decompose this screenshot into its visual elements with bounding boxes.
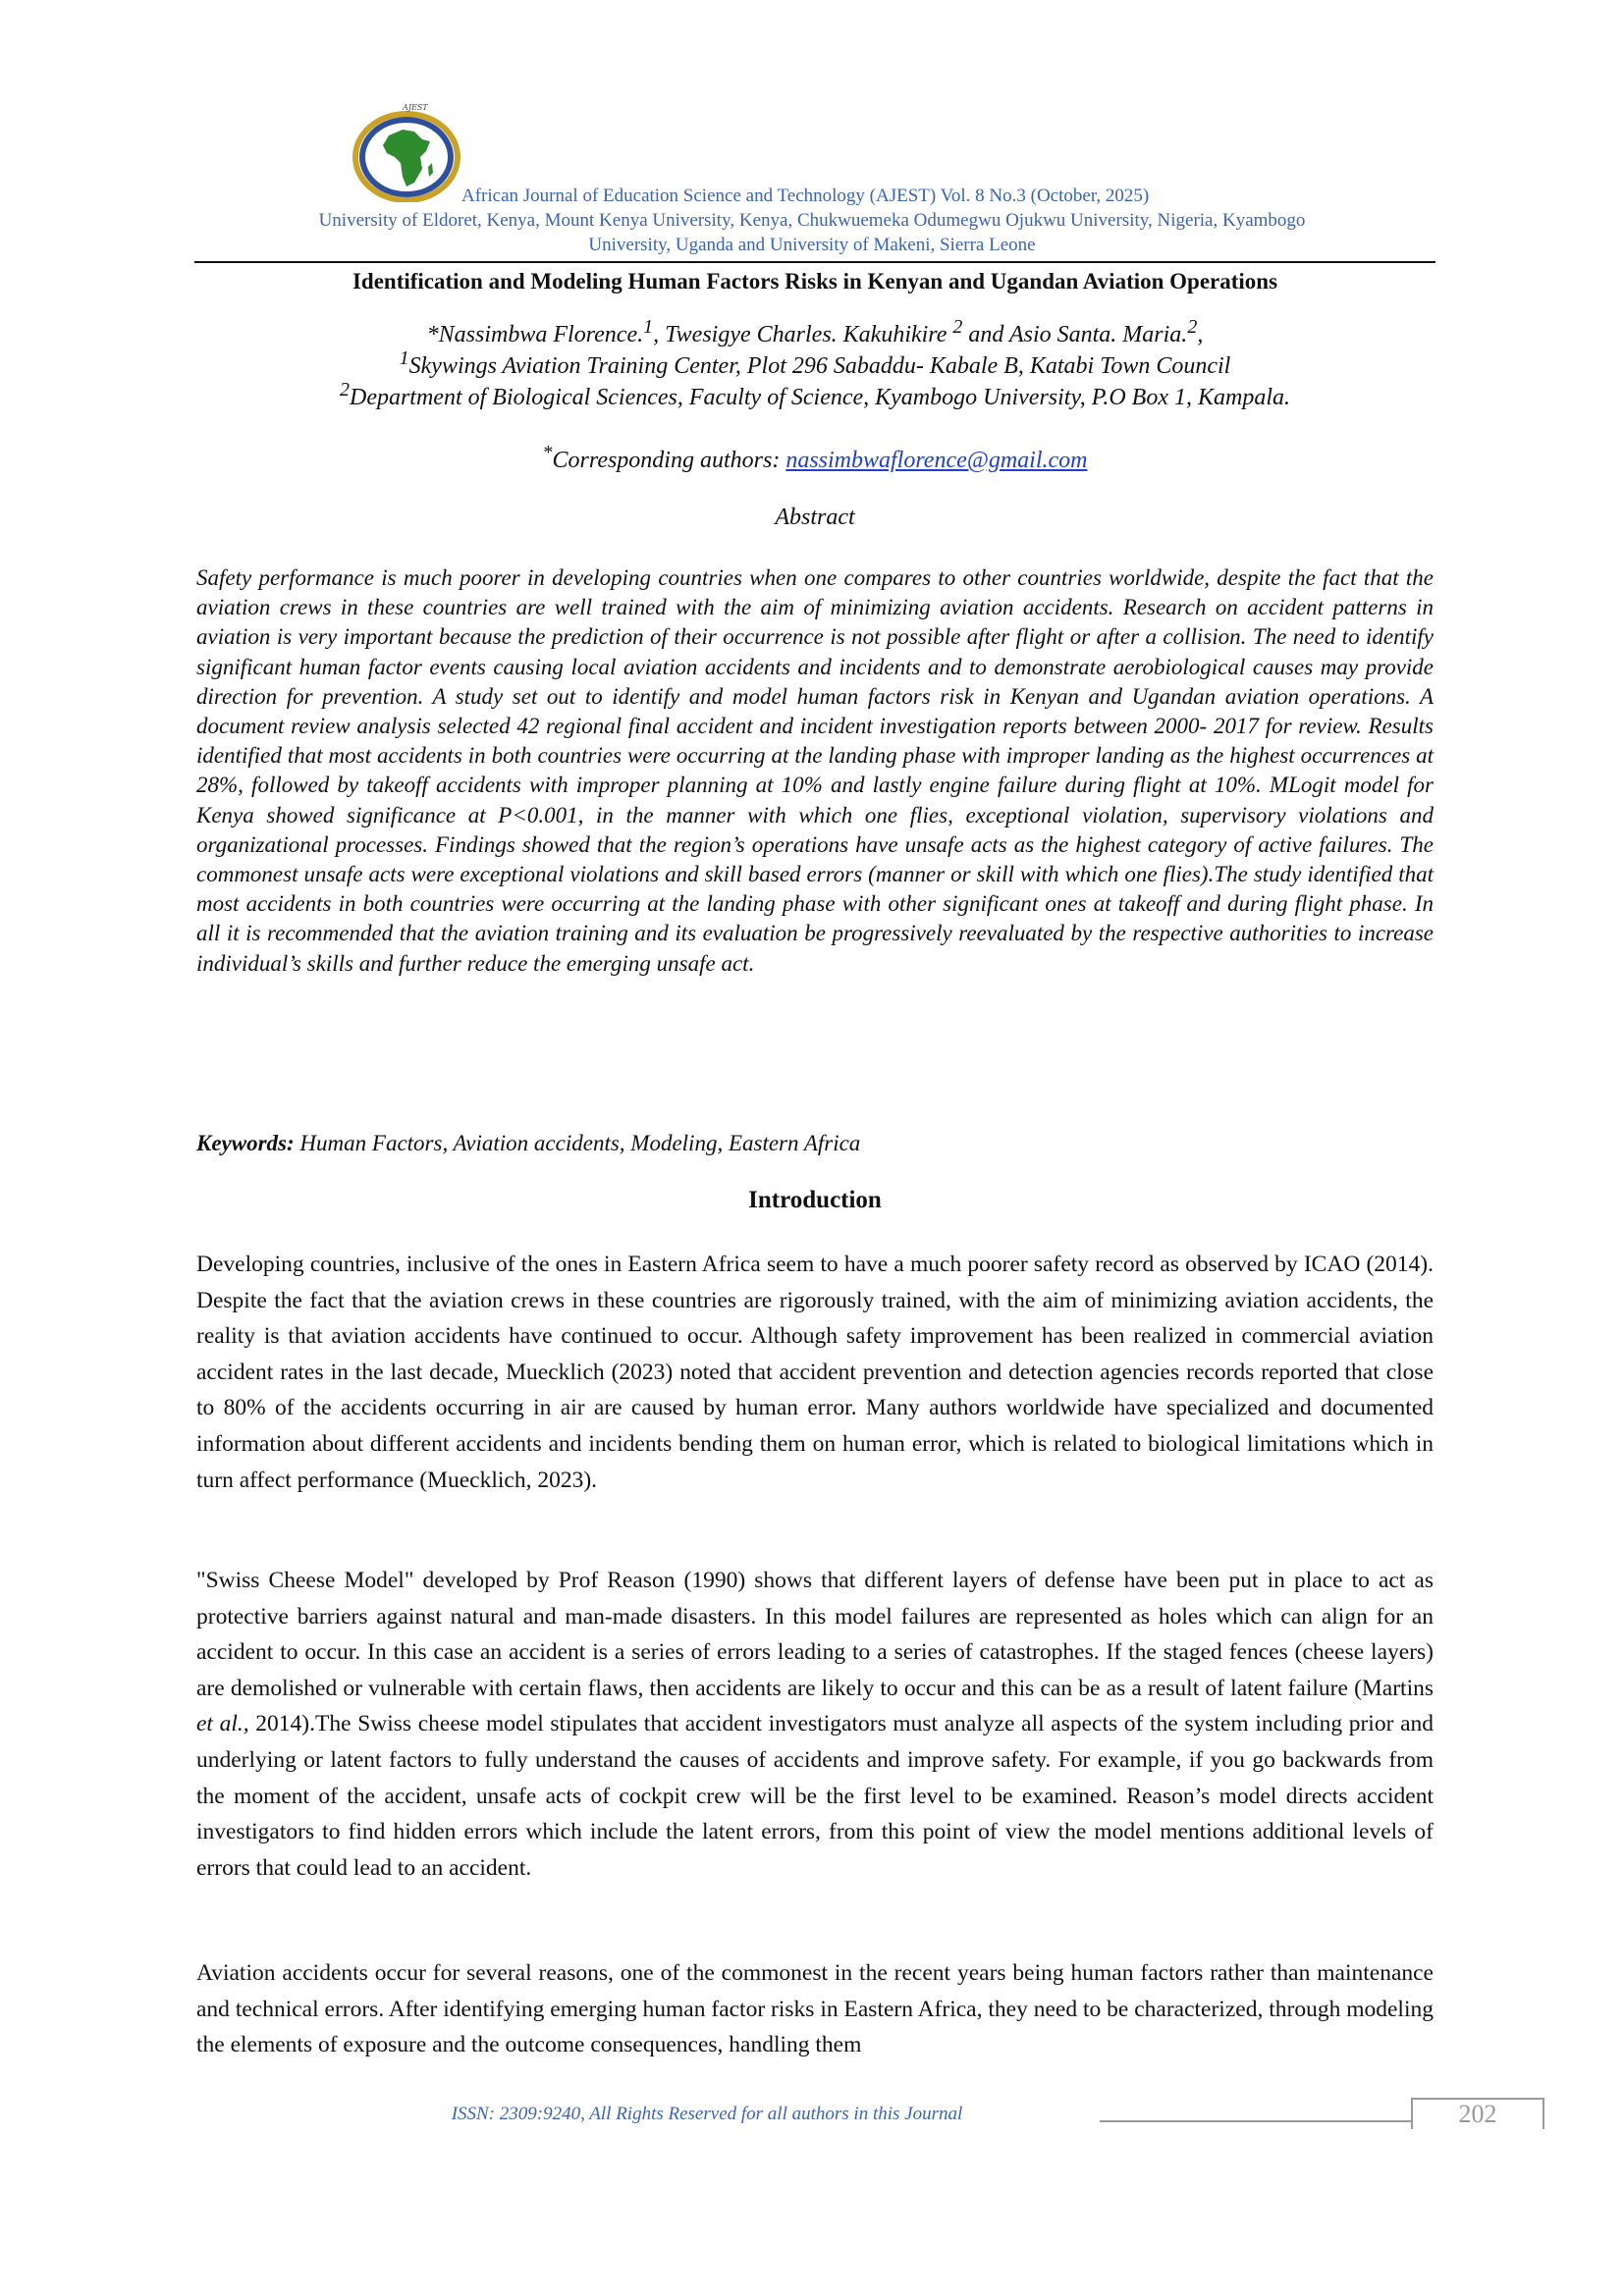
author-tail: , bbox=[1197, 322, 1204, 347]
africa-map-icon bbox=[383, 130, 430, 187]
abstract-text: Safety performance is much poorer in developing countries when one compares to other countries worldwide, despite the fact that the aviation crews in these countries are well trained with the aim of minimizing aviation accidents. Research on accident patterns in aviation is very important because the prediction of their occurrence is not possible after flight or after a collision. The need to identify significant human factor events causing local aviation accidents and incidents and to demonstrate aerobiological causes may provide direction for prevention. A study set out to identify and model human factors risk in Kenyan and Ugandan aviation operations. A document review analysis selected 42 regional final accident and incident investigation reports between 2000- 2017 for review. Results identified that most accidents in both countries were occurring at the landing phase with improper landing as the highest occurrences at 28%, followed by takeoff accidents with improper planning at 10% and lastly engine failure during flight at 10%. MLogit model for Kenya showed significance at P<0.001, in the manner with which one flies, exceptional violation, supervisory violations and organizational processes. Findings showed that the region’s operations have unsafe acts as the highest category of active failures. The commonest unsafe acts were exceptional violations and skill based errors (manner or skill with which one flies).The study identified that most accidents in both countries were occurring at the landing phase with other significant ones at takeoff and during flight phase. In all it is recommended that the aviation training and its evaluation be progressively reevaluated by the respective authorities to increase individual’s skills and further reduce the emerging unsafe act. bbox=[196, 565, 1434, 976]
intro-paragraph-3: Aviation accidents occur for several reasons, one of the commonest in the recent years being human factors rather than maintenance and technical errors. After identifying emerging human factor risks in Eastern Africa, they need to be characterized, through modeling the elements of exposure and the outcome consequences, handling them bbox=[196, 1960, 1434, 2058]
journal-line: African Journal of Education Science and Technology (AJEST) Vol. 8 No.3 (October, 2025) bbox=[461, 186, 1150, 206]
author-3-sup: 2 bbox=[1187, 316, 1198, 338]
affiliation-1-sup: 1 bbox=[399, 347, 409, 369]
intro-p2-part-a: "Swiss Cheese Model" developed by Prof Reason (1990) shows that different layers of defense have been put in place to act as protective barriers against natural and man-made disasters. In this model failures are represented as holes which can align for an accident to occur. In this case an accident is a series of errors leading to a series of catastrophes. If the staged fences (cheese layers) are demolished or vulnerable with certain flaws, then accidents are likely to occur and this can be as a result of latent failure (Martins bbox=[196, 1568, 1434, 1701]
page-number: 202 bbox=[1411, 2098, 1544, 2129]
author-1: *Nassimbwa Florence. bbox=[426, 322, 644, 347]
keywords bbox=[196, 1129, 1434, 1158]
abstract-heading: Abstract bbox=[775, 505, 855, 530]
header-rule bbox=[194, 261, 1435, 263]
intro-p2-etal: et al., bbox=[196, 1711, 249, 1737]
affiliation-1-text: Skywings Aviation Training Center, Plot 296 Sabaddu- Kabale B, Katabi Town Council bbox=[408, 353, 1231, 379]
universities-line-2: University, Uganda and University of Makeni, Sierra Leone bbox=[588, 235, 1036, 255]
intro-paragraph-2 bbox=[196, 1563, 1434, 1886]
author-3: and Asio Santa. Maria. bbox=[962, 322, 1188, 347]
author-2-sup: 2 bbox=[952, 316, 963, 338]
introduction-heading: Introduction bbox=[748, 1187, 882, 1213]
footer-issn: ISSN: 2309:9240, All Rights Reserved for all authors in this Journal bbox=[451, 2104, 963, 2124]
affiliation-2 bbox=[194, 375, 1435, 412]
universities-line-1: University of Eldoret, Kenya, Mount Kenya University, Kenya, Chukwuemeka Odumegwu Ojukwu University, Nigeria, Kyambogo bbox=[318, 210, 1306, 231]
corr-label: Corresponding authors: bbox=[552, 448, 786, 473]
author-1-sup: 1 bbox=[643, 316, 654, 338]
corr-email-link[interactable]: nassimbwaflorence@gmail.com bbox=[785, 448, 1088, 473]
corresponding-author bbox=[194, 438, 1435, 475]
affiliation-2-text: Department of Biological Sciences, Faculty of Science, Kyambogo University, P.O Box 1, Kampala. bbox=[349, 385, 1291, 410]
keywords-list: Human Factors, Aviation accidents, Modeling, Eastern Africa bbox=[294, 1131, 861, 1155]
intro-p2-part-b: 2014).The Swiss cheese model stipulates that accident investigators must analyze all aspects of the system including prior and underlying or latent factors to fully understand the causes of accidents and improve safety. For example, if you go backwards from the moment of the accident, unsafe acts of cockpit crew will be the first level to be examined. Reason’s model directs accident investigators to find hidden errors which include the latent errors, from this point of view the model mentions additional levels of errors that could lead to an accident. bbox=[196, 1711, 1435, 1881]
corr-star: * bbox=[542, 442, 553, 463]
keywords-label: Keywords: bbox=[196, 1131, 295, 1155]
affiliation-2-sup: 2 bbox=[339, 379, 350, 400]
journal-logo bbox=[352, 98, 469, 202]
author-2: , Twesigye Charles. Kakuhikire bbox=[653, 322, 953, 347]
article-title: Identification and Modeling Human Factors Risks in Kenyan and Ugandan Aviation Operations bbox=[352, 269, 1278, 294]
intro-paragraph-1: Developing countries, inclusive of the ones in Eastern Africa seem to have a much poorer safety record as observed by ICAO (2014). Despite the fact that the aviation crews in these countries are rigorously trained, with the aim of minimizing aviation accidents, the reality is that aviation accidents have continued to occur. Although safety improvement has been realized in commercial aviation accident rates in the last decade, Muecklich (2023) noted that accident prevention and detection agencies records reported that close to 80% of the accidents occurring in air are caused by human error. Many authors worldwide have specialized and documented information about different accidents and incidents bending them on human error, which is related to biological limitations which in turn affect performance (Muecklich, 2023). bbox=[196, 1252, 1434, 1493]
logo-wordmark: AJEST bbox=[403, 103, 428, 112]
